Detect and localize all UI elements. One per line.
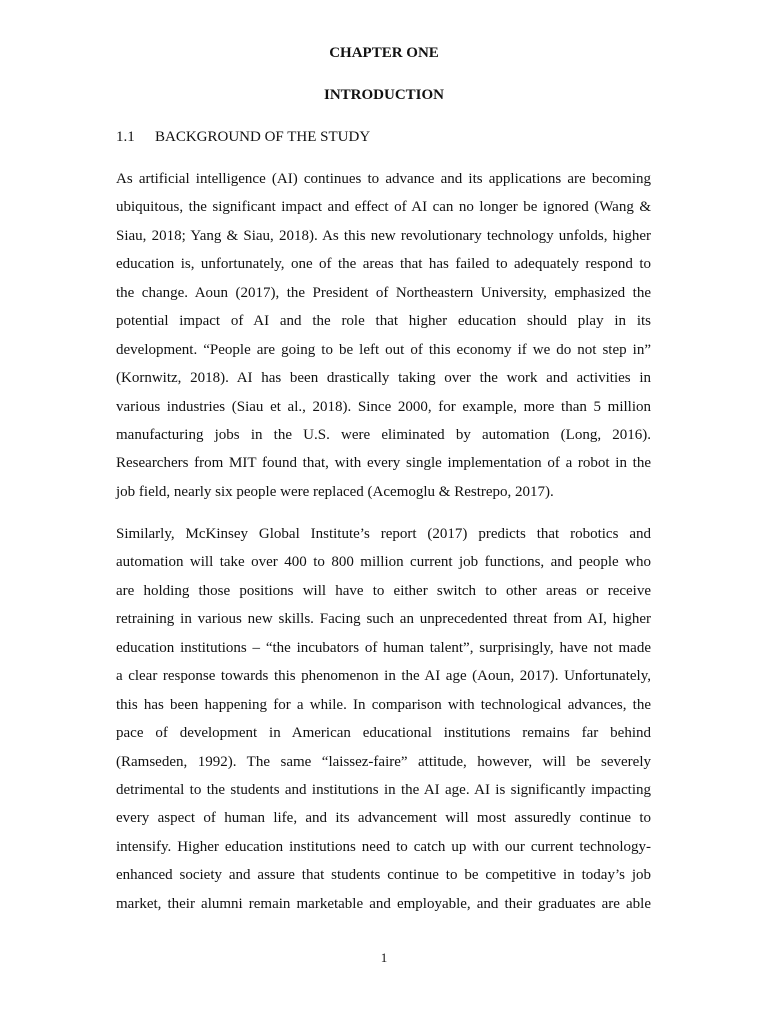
subsection-heading — [116, 128, 370, 146]
paragraph-line: Similarly, McKinsey Global Institute’s report (2017) predicts that robotics and — [116, 526, 651, 542]
paragraph-line: job field, nearly six people were replaced (Acemoglu & Restrepo, 2017). — [116, 483, 554, 500]
paragraph-line: development. “People are going to be left out of this economy if we do not step in” — [116, 341, 651, 358]
paragraph-line: this has been happening for a while. In comparison with technological advances, the — [116, 696, 651, 713]
paragraph-line: Researchers from MIT found that, with every single implementation of a robot in the — [116, 455, 651, 472]
paragraph-line: every aspect of human life, and its advancement will most assuredly continue to — [116, 810, 651, 827]
paragraph-line: a clear response towards this phenomenon in the AI age (Aoun, 2017). Unfortunately, — [116, 668, 651, 685]
paragraph-line: potential impact of AI and the role that higher education should play in its — [116, 313, 651, 330]
paragraph-line: retraining in various new skills. Facing such an unprecedented threat from AI, higher — [116, 611, 651, 628]
paragraph-line: education is, unfortunately, one of the areas that has failed to adequately respond to — [116, 256, 651, 273]
paragraph-line: enhanced society and assure that students continue to be competitive in today’s job — [116, 867, 651, 884]
paragraph-2 — [116, 520, 651, 918]
paragraph-line: (Ramseden, 1992). The same “laissez-faire” attitude, however, will be severely — [116, 753, 651, 770]
subsection-title: BACKGROUND OF THE STUDY — [155, 129, 371, 145]
paragraph-line: various industries (Siau et al., 2018). Since 2000, for example, more than 5 million — [116, 398, 651, 415]
paragraph-line: manufacturing jobs in the U.S. were eliminated by automation (Long, 2016). — [116, 426, 651, 443]
paragraph-1 — [116, 165, 651, 506]
paragraph-line: the change. Aoun (2017), the President of Northeastern University, emphasized the — [116, 284, 651, 301]
paragraph-line: market, their alumni remain marketable and employable, and their graduates are able — [116, 895, 651, 912]
paragraph-line: As artificial intelligence (AI) continues to advance and its applications are becoming — [116, 171, 651, 187]
paragraph-line: Siau, 2018; Yang & Siau, 2018). As this new revolutionary technology unfolds, higher — [116, 227, 651, 244]
paragraph-line: ubiquitous, the significant impact and effect of AI can no longer be ignored (Wang & — [116, 199, 651, 216]
page-number: 1 — [380, 950, 388, 965]
paragraph-line: detrimental to the students and institutions in the AI age. AI is significantly impacting — [116, 781, 651, 798]
subsection-number: 1.1 — [116, 129, 135, 145]
paragraph-line: education institutions – “the incubators of human talent”, surprisingly, have not made — [116, 639, 651, 656]
paragraph-line: intensify. Higher education institutions need to catch up with our current technology- — [116, 838, 651, 855]
section-title: INTRODUCTION — [323, 87, 444, 103]
paragraph-line: pace of development in American educational institutions remains far behind — [116, 725, 651, 742]
paragraph-line: automation will take over 400 to 800 million current job functions, and people who — [116, 554, 651, 571]
chapter-title: CHAPTER ONE — [329, 45, 439, 61]
paragraph-line: are holding those positions will have to either switch to other areas or receive — [116, 582, 651, 599]
paragraph-line: (Kornwitz, 2018). AI has been drastically taking over the work and activities in — [116, 370, 651, 387]
